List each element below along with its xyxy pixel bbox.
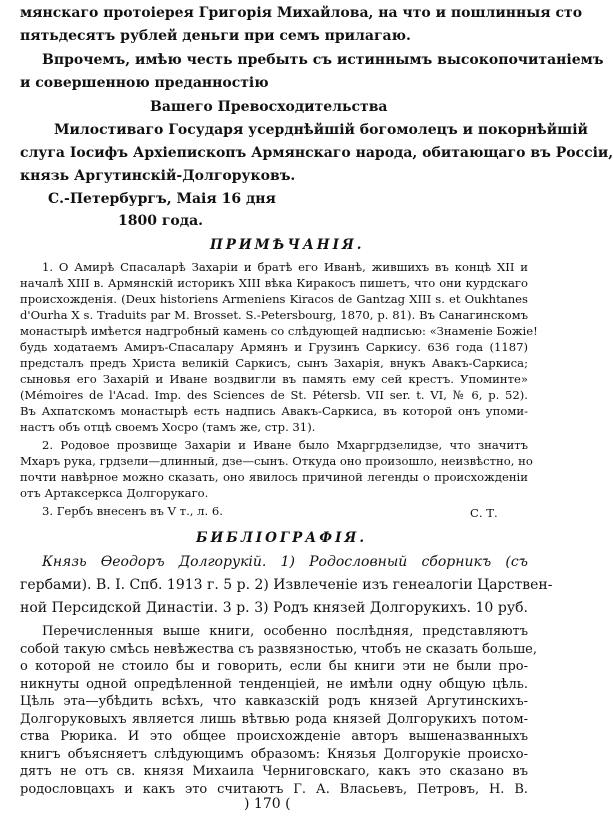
letter-line: Впрочемъ, имѣю честь пребыть съ истиннымъ высокопочитаніемъ [42,52,604,68]
letter-line: 1800 года. [118,213,204,229]
letter-line: мянскаго протоіерея Григорія Михайлова, на что и пошлинныя сто [20,5,583,21]
biblio-line: Цѣль эта—убѣдить всѣхъ, что кавказскій родъ князей Аргутинскихъ- [20,694,528,709]
note-line: 1. О Амирѣ Спасаларѣ Захаріи и братѣ его Иванѣ, жившихъ въ концѣ XII и [42,260,528,274]
note-line: 2. Родовое прозвище Захаріи и Иване было Мхаргрдзелидзе, что значитъ [42,438,528,452]
note-line: 3. Гербъ внесенъ въ V т., л. 6. [42,504,223,518]
note-signature: С. Т. [470,506,498,520]
note-line: отъ Артаксеркса Долгорукаго. [20,486,209,500]
biblio-line: гербами). В. I. Спб. 1913 г. 5 р. 2) Извлеченіе изъ генеалогіи Царствен- [20,577,553,593]
biblio-line: Князь Ѳеодоръ Долгорукій. 1) Родословный сборникъ (съ [42,554,528,570]
letter-line: пятьдесятъ рублей деньги при семъ прилагаю. [20,28,411,44]
biblio-line: Перечисленныя выше книги, особенно послѣдняя, представляютъ [42,624,528,639]
note-line: Въ Ахпатскомъ монастырѣ есть надпись Авакъ-Саркиса, въ которой онъ упоми- [20,404,528,418]
biblio-line: собой такую смѣсь невѣжества съ развязностью, чтобъ не сказать больше, [20,641,538,657]
biblio-line: ной Персидской Династіи. 3 р. 3) Родъ князей Долгорукихъ. 10 руб. [20,600,528,616]
note-line: d'Ourha X s. Traduits par M. Brosset. S.-Petersbourg, 1870, p. 81). Въ Санагинскомъ [20,308,528,322]
note-line: настъ объ отцѣ своемъ Хосро (тамъ же, стр. 31). [20,420,316,434]
letter-line: слуга Іосифъ Архіепископъ Армянскаго народа, обитающаго въ Россіи, [20,145,613,161]
biblio-line: родословцахъ и какъ это считаютъ Г. А. Власьевъ, Петровъ, Н. В. [20,781,528,797]
note-line: сыновья его Захарій и Иване воздвигли въ память ему сей крестъ. Упоминте» [20,372,528,386]
letter-line: С.-Петербургъ, Маія 16 дня [48,191,276,207]
page-number: ) 170 ( [244,796,291,812]
note-line: происхожденія. (Deux historiens Armeniens Kiracos de Gantzag XIII s. et Oukhtanes [20,292,528,306]
biblio-line: никнуты одной опредѣленной тенденціей, не имѣли одну общую цѣль. [20,676,528,692]
letter-line: и совершенною преданностію [20,75,269,91]
note-line: почти навѣрное можно сказать, оно явилось причиной легенды о происхожденіи [20,470,528,484]
letter-line: Милостиваго Государя усерднѣйшій богомолецъ и покорнѣйшій [54,122,588,138]
biblio-line: дятъ не отъ св. князя Михаила Черниговскаго, какъ это сказано въ [20,764,528,779]
note-line: предсталъ предъ Христа великій Саркисъ, сынъ Захарія, внукъ Авакъ-Саркиса; [20,356,528,370]
biblio-line: Долгоруковыхъ является лишь вѣтвью рода князей Долгорукихъ потом- [20,711,528,727]
note-line: (Mémoires de l'Acad. Imp. des Sciences de St. Pétersb. VII ser. t. VI, № 6, p. 52). [20,388,528,402]
biblio-line: ства Рюрика. И это общее происхожденіе авторъ вышеназванныхъ [20,729,528,744]
note-line: началѣ XIII в. Армянскій историкъ XIII вѣка Киракосъ пишетъ, что они курдскаго [20,276,528,290]
note-line: будь ходатаемъ Амиръ-Спасалару Армянъ и Грузинъ Саркису. 636 года (1187) [20,340,528,354]
notes-heading: ПРИМѢЧАНІЯ. [210,237,365,253]
letter-line: Вашего Превосходительства [150,99,388,115]
letter-line: князь Аргутинскій-Долгоруковъ. [20,168,296,184]
biblio-line: о которой не стоило бы и говорить, если бы книги эти не были про- [20,659,528,674]
note-line: монастырѣ имѣется надгробный камень со слѣдующей надписью: «Знаменіе Божіе! [20,324,538,338]
biblio-line: книгъ объясняетъ слѣдующимъ образомъ: Князья Долгорукіе происхо- [20,746,528,762]
bibliography-heading: БИБЛІОГРАФІЯ. [196,530,368,546]
note-line: Мхаръ рука, грдзели—длинный, дзе—сынъ. Откуда оно произошло, неизвѣстно, но [20,454,533,468]
